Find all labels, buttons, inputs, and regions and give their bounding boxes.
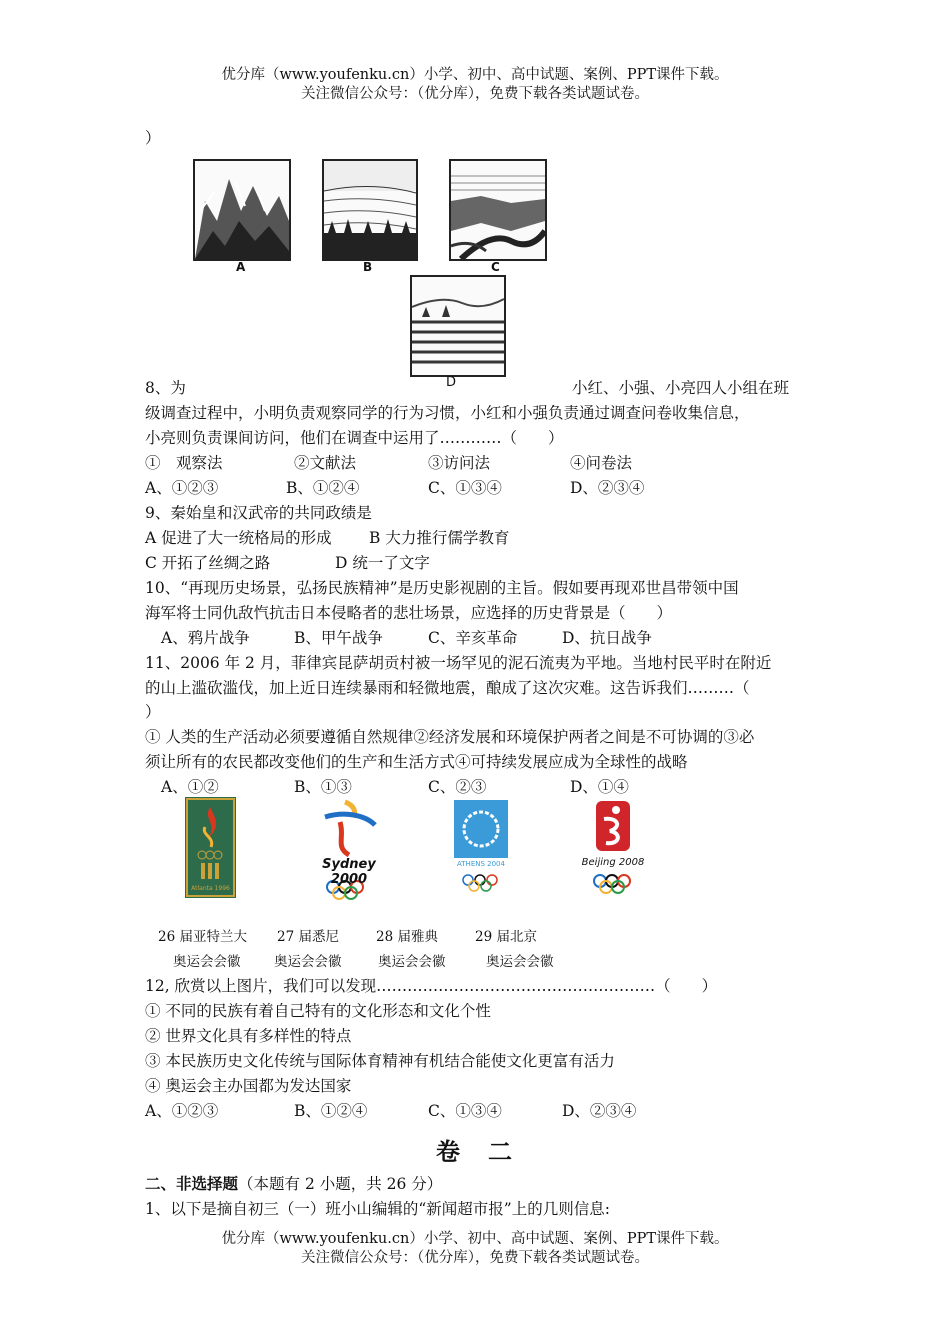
q9-option-c: C 开拓了丝绸之路 bbox=[145, 554, 271, 572]
page-footer-line1: 优分库（www.youfenku.cn）小学、初中、高中试题、案例、PPT课件下载。 bbox=[221, 1231, 729, 1247]
q8-line2: 级调查过程中，小明负责观察同学的行为习惯，小红和小强负责通过调查问卷收集信息， bbox=[145, 404, 750, 422]
page-header-line2: 关注微信公众号：（优分库），免费下载各类试题试卷。 bbox=[301, 86, 649, 102]
part2-section-heading bbox=[145, 1172, 442, 1194]
picture-label-b: B bbox=[363, 260, 373, 274]
q11-line5: 须让所有的农民都改变他们的生产和生活方式④可持续发展应成为全球性的战略 bbox=[145, 753, 688, 771]
caption-emblem-1: 奥运会会徽 bbox=[173, 954, 241, 970]
beijing-logo-text: Beijing 2008 bbox=[581, 857, 645, 868]
section-heading-rest: （本题有 2 小题，共 26 分） bbox=[238, 1175, 443, 1193]
q11-line1: 11、2006 年 2 月，菲律宾昆萨胡贡村被一场罕见的泥石流夷为平地。当地村民平时在附近 bbox=[145, 654, 772, 672]
part2-q1: 1、以下是摘自初三（一）班小山编辑的“新闻超市报”上的几则信息: bbox=[145, 1200, 610, 1218]
caption-sydney: 27 届悉尼 bbox=[277, 929, 339, 945]
picture-label-a: A bbox=[236, 260, 246, 274]
q11-line4: ① 人类的生产活动必须要遵循自然规律②经济发展和环境保护两者之间是不可协调的③必 bbox=[145, 728, 755, 746]
q8-option-b: B、①②④ bbox=[286, 479, 360, 497]
q11-option-d: D、①④ bbox=[570, 778, 629, 796]
page-footer-line2: 关注微信公众号：（优分库），免费下载各类试题试卷。 bbox=[301, 1250, 649, 1266]
q12-option-c: C、①③④ bbox=[428, 1102, 502, 1120]
landscape-picture-b bbox=[322, 159, 418, 261]
q12-option-b: B、①②④ bbox=[294, 1102, 368, 1120]
q9-stem: 9、秦始皇和汉武帝的共同政绩是 bbox=[145, 504, 372, 522]
q12-stem: 12, 欣赏以上图片，我们可以发现………………………………………………（ ） bbox=[145, 977, 718, 995]
q8-option-a: A、①②③ bbox=[145, 479, 219, 497]
caption-emblem-3: 奥运会会徽 bbox=[378, 954, 446, 970]
caption-athens: 28 届雅典 bbox=[376, 929, 438, 945]
caption-atlanta: 26 届亚特兰大 bbox=[158, 929, 247, 945]
caption-emblem-2: 奥运会会徽 bbox=[274, 954, 342, 970]
q9-option-a: A 促进了大一统格局的形成 bbox=[145, 529, 332, 547]
landscape-picture-d bbox=[410, 275, 506, 377]
sydney-logo-text: Sydney 2000 bbox=[322, 857, 376, 887]
q12-option-a: A、①②③ bbox=[145, 1102, 219, 1120]
q8-item-3: ③访问法 bbox=[428, 454, 491, 472]
q10-option-d: D、抗日战争 bbox=[562, 629, 652, 647]
q8-item-2: ②文献法 bbox=[294, 454, 357, 472]
section-heading-bold: 二、非选择题 bbox=[145, 1174, 239, 1193]
q10-line1: 10、“再现历史场景，弘扬民族精神”是历史影视剧的主旨。假如要再现邓世昌带领中国 bbox=[145, 579, 739, 597]
q12-statement-3: ③ 本民族历史文化传统与国际体育精神有机结合能使文化更富有活力 bbox=[145, 1052, 615, 1070]
landscape-picture-a bbox=[193, 159, 291, 261]
q7-tail: ） bbox=[145, 129, 161, 147]
atlanta-logo-text: Atlanta 1996 bbox=[191, 885, 230, 892]
landscape-picture-c bbox=[449, 159, 547, 261]
part2-title: 卷 二 bbox=[436, 1137, 514, 1166]
q8-line1-end: 小红、小强、小亮四人小组在班 bbox=[572, 379, 790, 397]
q8-option-d: D、②③④ bbox=[570, 479, 645, 497]
page-header-line1: 优分库（www.youfenku.cn）小学、初中、高中试题、案例、PPT课件下载。 bbox=[221, 67, 729, 83]
q12-statement-2: ② 世界文化具有多样性的特点 bbox=[145, 1027, 352, 1045]
q10-option-b: B、甲午战争 bbox=[294, 629, 383, 647]
athens-2004-logo bbox=[452, 798, 510, 898]
q8-line3: 小亮则负责课间访问，他们在调查中运用了…………（ ） bbox=[145, 429, 564, 447]
athens-logo-text: ATHENS 2004 bbox=[457, 860, 505, 868]
q11-option-b: B、①③ bbox=[294, 778, 352, 796]
q11-option-a: A、①② bbox=[161, 778, 219, 796]
q8-item-4: ④问卷法 bbox=[570, 454, 633, 472]
q8-option-c: C、①③④ bbox=[428, 479, 502, 497]
q9-option-d: D 统一了文字 bbox=[335, 554, 430, 572]
q11-line3: ） bbox=[145, 703, 161, 721]
q11-option-c: C、②③ bbox=[428, 778, 487, 796]
beijing-2008-logo bbox=[578, 797, 648, 898]
caption-beijing: 29 届北京 bbox=[475, 929, 537, 945]
q8-item-1: ① 观察法 bbox=[145, 454, 223, 472]
q11-line2: 的山上滥砍滥伐，加上近日连续暴雨和轻微地震，酿成了这次灾难。这告诉我们………（ bbox=[145, 679, 750, 697]
q12-option-d: D、②③④ bbox=[562, 1102, 637, 1120]
q10-line2: 海军将士同仇敌忾抗击日本侵略者的悲壮场景，应选择的历史背景是（ ） bbox=[145, 604, 673, 622]
caption-emblem-4: 奥运会会徽 bbox=[486, 954, 554, 970]
picture-label-c: C bbox=[491, 260, 500, 274]
q10-option-c: C、辛亥革命 bbox=[428, 629, 518, 647]
q10-option-a: A、鸦片战争 bbox=[161, 629, 250, 647]
q8-line1-start: 8、为 bbox=[145, 379, 186, 397]
q12-statement-4: ④ 奥运会主办国都为发达国家 bbox=[145, 1077, 352, 1095]
atlanta-1996-logo bbox=[185, 797, 236, 898]
picture-label-d: D bbox=[446, 375, 457, 390]
q9-option-b: B 大力推行儒学教育 bbox=[369, 529, 510, 547]
sydney-2000-logo bbox=[305, 797, 393, 901]
q12-statement-1: ① 不同的民族有着自己特有的文化形态和文化个性 bbox=[145, 1002, 491, 1020]
